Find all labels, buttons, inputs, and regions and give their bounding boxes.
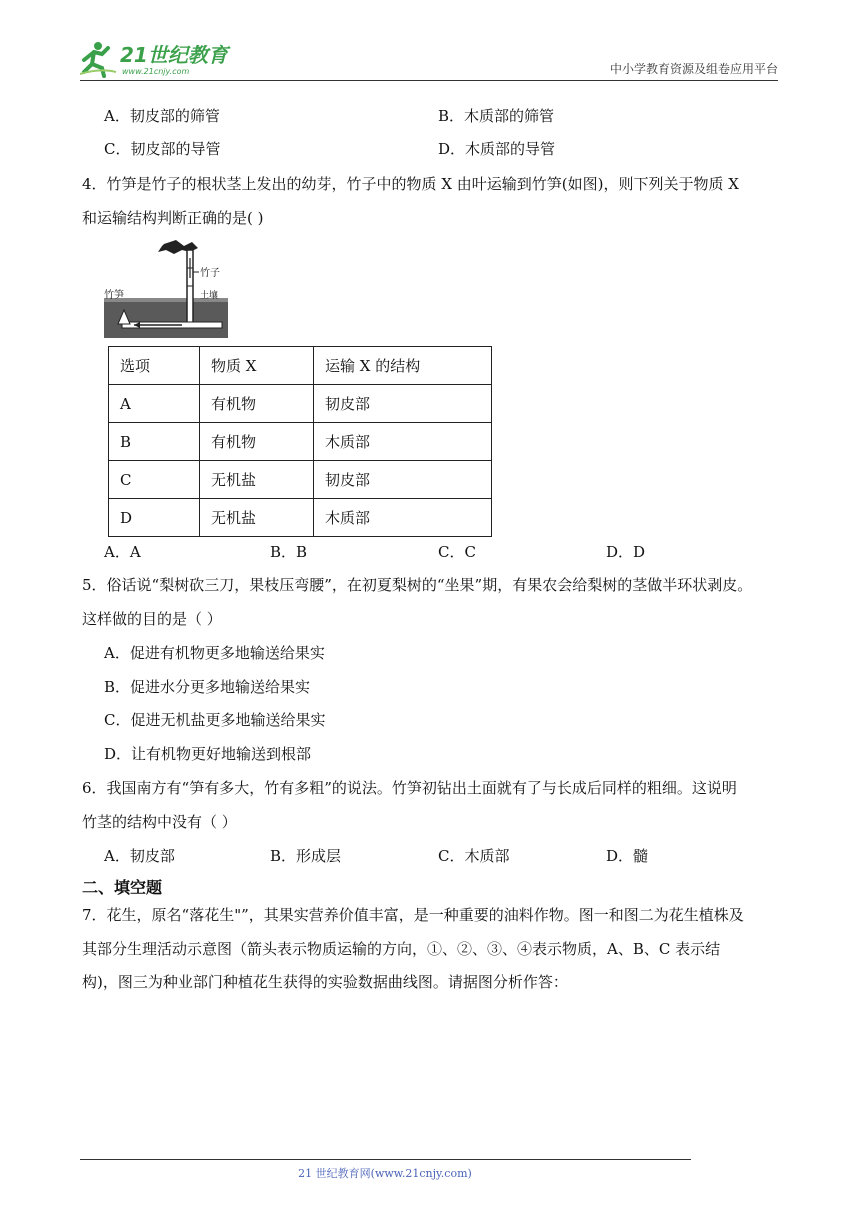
table-cell: 有机物 xyxy=(200,423,314,461)
q5-stem-line1: 5．俗话说“梨树砍三刀，果枝压弯腰”，在初夏梨树的“坐果”期，有果农会给梨树的茎做半环状剥皮。 xyxy=(82,576,753,594)
label-shoot: 竹笋 xyxy=(104,290,124,301)
table-cell: 无机盐 xyxy=(200,499,314,537)
q6-option-d: D．髓 xyxy=(606,847,649,865)
q4-stem-line2: 和运输结构判断正确的是( ) xyxy=(82,209,264,227)
q6-stem-line1: 6．我国南方有“笋有多大，竹有多粗”的说法。竹笋初钻出土面就有了与长成后同样的粗细。这说明 xyxy=(82,779,737,797)
logo-text: 21世纪教育 xyxy=(120,43,228,67)
q7-stem-line1: 7．花生，原名“落花生"”，其果实营养价值丰富，是一种重要的油料作物。图一和图二为花生植株及 xyxy=(82,906,744,924)
q7-stem-line2: 其部分生理活动示意图（箭头表示物质运输的方向，①、②、③、④表示物质，A、B、C 表示结 xyxy=(82,940,721,958)
table-row xyxy=(109,499,492,537)
q3-option-b: B．木质部的筛管 xyxy=(438,107,555,125)
runner-logo-icon xyxy=(80,38,250,78)
table-cell: B xyxy=(109,423,200,461)
q6-option-c: C．木质部 xyxy=(438,847,510,865)
section-title: 二、填空题 xyxy=(82,878,163,897)
table-cell: 木质部 xyxy=(314,423,492,461)
table-cell: 韧皮部 xyxy=(314,385,492,423)
table-cell: 有机物 xyxy=(200,385,314,423)
label-soil: 土壤 xyxy=(200,291,219,301)
table-cell: C xyxy=(109,461,200,499)
table-row xyxy=(109,423,492,461)
table-cell: 韧皮部 xyxy=(314,461,492,499)
header-platform-text: 中小学教育资源及组卷应用平台 xyxy=(609,62,778,76)
label-bamboo: 竹子 xyxy=(200,268,220,279)
q7-stem-line3: 构)，图三为种业部门种植花生获得的实验数据曲线图。请据图分析作答： xyxy=(82,973,568,991)
table-cell: 无机盐 xyxy=(200,461,314,499)
q4-option-c: C．C xyxy=(438,543,476,561)
q4-table xyxy=(108,346,492,537)
q3-option-a: A．韧皮部的筛管 xyxy=(104,107,220,125)
table-cell: 木质部 xyxy=(314,499,492,537)
bamboo-diagram xyxy=(104,238,228,338)
q6-stem-line2: 竹茎的结构中没有（ ） xyxy=(82,813,237,831)
table-row xyxy=(109,461,492,499)
footer-link[interactable]: 21 世纪教育网(www.21cnjy.com) xyxy=(298,1167,472,1180)
table-header-cell: 运输 X 的结构 xyxy=(314,347,492,385)
header-divider xyxy=(80,80,778,81)
q5-option-a: A．促进有机物更多地输送给果实 xyxy=(104,644,325,662)
logo-url: www.21cnjy.com xyxy=(122,67,190,76)
q4-option-b: B．B xyxy=(270,543,308,561)
q4-stem-line1: 4．竹笋是竹子的根状茎上发出的幼芽，竹子中的物质 X 由叶运输到竹笋(如图)，则下列关于物质 X xyxy=(82,175,739,193)
q3-option-c: C．韧皮部的导管 xyxy=(104,140,221,158)
q5-option-c: C．促进无机盐更多地输送给果实 xyxy=(104,711,326,729)
q4-option-a: A．A xyxy=(104,543,141,561)
table-header-cell: 选项 xyxy=(109,347,200,385)
logo xyxy=(80,38,250,78)
footer-divider xyxy=(80,1159,691,1160)
q6-option-b: B．形成层 xyxy=(270,847,342,865)
q4-option-d: D．D xyxy=(606,543,646,561)
q5-stem-line2: 这样做的目的是（ ） xyxy=(82,610,222,628)
table-header-cell: 物质 X xyxy=(200,347,314,385)
table-row xyxy=(109,385,492,423)
table-cell: D xyxy=(109,499,200,537)
q6-option-a: A．韧皮部 xyxy=(104,847,175,865)
bamboo-figure xyxy=(104,238,228,338)
q5-option-b: B．促进水分更多地输送给果实 xyxy=(104,678,311,696)
q3-option-d: D．木质部的导管 xyxy=(438,140,556,158)
table-header-row xyxy=(109,347,492,385)
table-cell: A xyxy=(109,385,200,423)
q5-option-d: D．让有机物更好地输送到根部 xyxy=(104,745,312,763)
